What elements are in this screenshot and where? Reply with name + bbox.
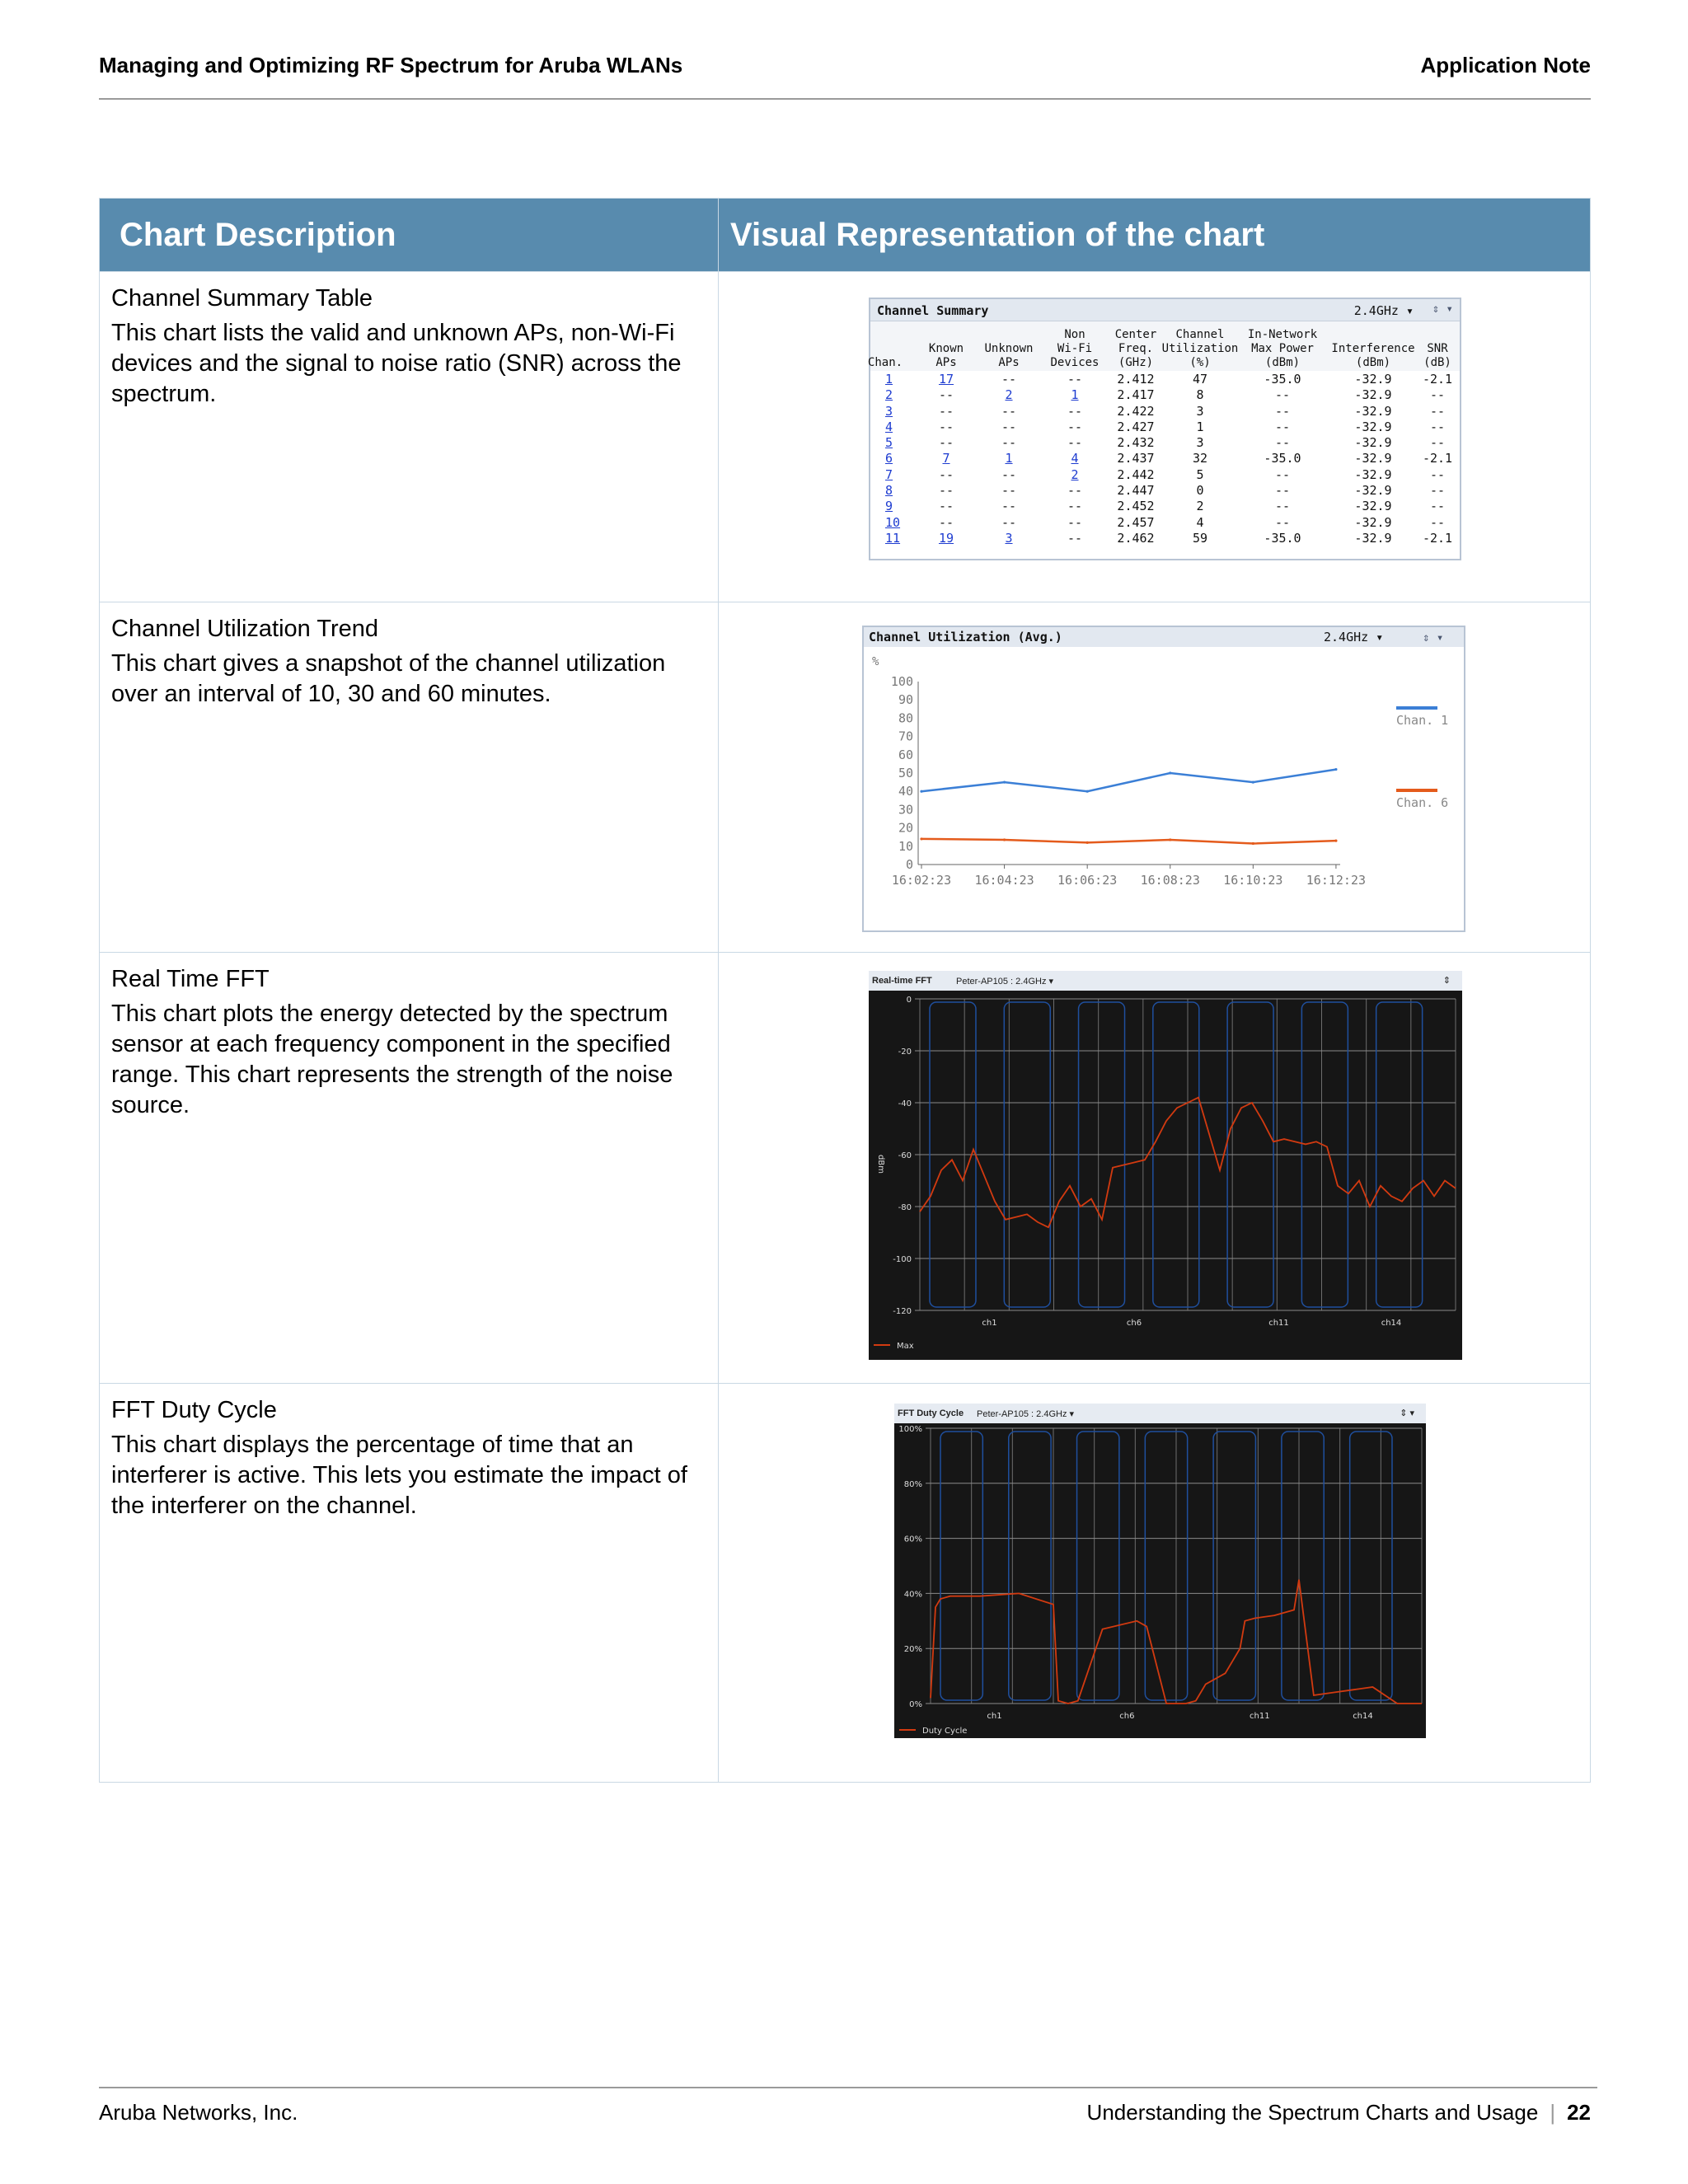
y-tick-label: 60 xyxy=(898,747,913,762)
summary-cell-link[interactable]: 1 xyxy=(1005,451,1013,466)
running-header-title: Managing and Optimizing RF Spectrum for Aruba WLANs xyxy=(99,53,683,77)
footer-company: Aruba Networks, Inc. xyxy=(99,2100,298,2125)
summary-cell: 4 xyxy=(1196,514,1204,530)
summary-cell: 2.432 xyxy=(1117,435,1155,451)
legend-label: Chan. 6 xyxy=(1396,795,1449,810)
x-tick-label: ch14 xyxy=(1353,1712,1373,1721)
row-text: This chart displays the percentage of time that an interferer is active. This lets you estimate the impact of the interferer on the channel. xyxy=(111,1432,687,1519)
summary-row xyxy=(870,403,1460,419)
summary-cell: -- xyxy=(1067,499,1083,514)
summary-cell: 0 xyxy=(1196,483,1204,499)
summary-cell: -- xyxy=(1429,499,1446,514)
summary-cell: 2.457 xyxy=(1117,514,1155,530)
summary-cell: -32.9 xyxy=(1354,466,1392,482)
data-point xyxy=(1334,768,1337,771)
channel-outline xyxy=(1350,1432,1392,1700)
summary-cell: 2.462 xyxy=(1117,530,1155,546)
channel-outline xyxy=(1077,1432,1119,1700)
summary-cell-link[interactable]: 11 xyxy=(885,530,901,546)
row-title: FFT Duty Cycle xyxy=(111,1397,277,1423)
summary-rows xyxy=(870,371,1460,546)
summary-cell: -- xyxy=(1001,372,1017,387)
summary-row xyxy=(870,419,1460,434)
data-point xyxy=(1169,771,1171,774)
header-divider xyxy=(99,98,1591,100)
summary-row xyxy=(870,482,1460,498)
summary-cell: -- xyxy=(1067,483,1083,499)
summary-cell: 59 xyxy=(1192,530,1208,546)
summary-cell: -- xyxy=(1429,435,1446,451)
summary-cell-link[interactable]: 2 xyxy=(885,387,893,403)
summary-cell: -- xyxy=(1274,483,1291,499)
panel-title: Real-time FFT xyxy=(872,976,932,986)
summary-row xyxy=(870,450,1460,466)
summary-cell-link[interactable]: 4 xyxy=(1071,451,1079,466)
footer-divider xyxy=(99,2087,1597,2088)
summary-cell: 2 xyxy=(1196,499,1204,514)
summary-cell: -32.9 xyxy=(1354,419,1392,434)
summary-cell: -- xyxy=(1429,419,1446,434)
page-number: 22 xyxy=(1567,2100,1591,2125)
summary-cell-link[interactable]: 17 xyxy=(938,372,954,387)
summary-cell: -- xyxy=(1274,403,1291,419)
summary-cell: 5 xyxy=(1196,466,1204,482)
panel-menu-icon[interactable]: ⇕ ▾ xyxy=(1400,1408,1414,1418)
summary-cell: -- xyxy=(1067,435,1083,451)
x-tick-label: ch6 xyxy=(1126,1319,1142,1328)
data-point xyxy=(1252,842,1254,845)
summary-cell: -- xyxy=(938,514,954,530)
summary-cell: 2.422 xyxy=(1117,403,1155,419)
row-text: This chart lists the valid and unknown APs, non-Wi-Fi devices and the signal to noise ratio (SNR) across the spectrum. xyxy=(111,320,682,407)
summary-cell: -- xyxy=(1274,514,1291,530)
summary-cell: -- xyxy=(1429,466,1446,482)
summary-col-header: Known APs xyxy=(928,342,964,369)
summary-cell-link[interactable]: 6 xyxy=(885,451,893,466)
data-point xyxy=(1003,838,1006,841)
channel-summary-panel xyxy=(869,298,1461,560)
y-axis-unit: % xyxy=(872,655,879,668)
channel-outline xyxy=(940,1432,982,1700)
channel-outline xyxy=(1282,1432,1324,1700)
x-tick-label: ch11 xyxy=(1250,1712,1270,1721)
summary-cell: -35.0 xyxy=(1264,530,1301,546)
summary-row xyxy=(870,466,1460,482)
running-header-doctype: Application Note xyxy=(1420,53,1591,77)
summary-cell: -- xyxy=(1001,483,1017,499)
summary-cell: -- xyxy=(1001,419,1017,434)
duty-cycle-chart xyxy=(894,1423,1426,1738)
channel-utilization-chart xyxy=(862,626,1465,932)
summary-cell: 3 xyxy=(1196,403,1204,419)
y-tick-label: 100 xyxy=(890,674,913,689)
summary-cell: -- xyxy=(1429,483,1446,499)
source-select[interactable]: Peter-AP105 : 2.4GHz ▾ xyxy=(956,977,1054,987)
x-tick-label: ch6 xyxy=(1119,1712,1135,1721)
x-tick-label: ch14 xyxy=(1381,1319,1402,1328)
data-point xyxy=(920,790,922,793)
summary-cell: 2.442 xyxy=(1117,466,1155,482)
panel-menu-icon[interactable]: ⇕ ▾ xyxy=(1432,302,1453,316)
y-tick-label: 0% xyxy=(909,1700,922,1709)
row-visual-utilization xyxy=(719,602,1591,953)
summary-cell: 2.437 xyxy=(1117,451,1155,466)
row-title: Real Time FFT xyxy=(111,966,270,992)
row-text: This chart plots the energy detected by the spectrum sensor at each frequency component in the specified range. This chart represents the strength of the noise source. xyxy=(111,1001,673,1118)
y-tick-label: 0 xyxy=(905,857,913,872)
summary-cell-link[interactable]: 2 xyxy=(1005,387,1013,403)
row-visual-channel-summary xyxy=(719,272,1591,602)
summary-col-header: Non Wi-Fi Devices xyxy=(1050,328,1100,369)
summary-cell: 2.427 xyxy=(1117,419,1155,434)
band-select[interactable]: 2.4GHz ▾ xyxy=(1353,303,1414,318)
summary-cell: -2.1 xyxy=(1422,451,1453,466)
duty-cycle-panel xyxy=(894,1404,1426,1738)
summary-cell: -- xyxy=(938,466,954,482)
y-tick-label: 10 xyxy=(898,838,913,854)
summary-cell-link[interactable]: 7 xyxy=(885,466,893,482)
summary-cell: 2.452 xyxy=(1117,499,1155,514)
y-tick-label: -40 xyxy=(898,1099,912,1108)
y-tick-label: 60% xyxy=(903,1535,922,1544)
summary-cell-link[interactable]: 1 xyxy=(1071,387,1079,403)
summary-cell: -32.9 xyxy=(1354,435,1392,451)
realtime-fft-panel xyxy=(869,971,1462,1360)
summary-cell: -- xyxy=(938,483,954,499)
summary-cell: -- xyxy=(1429,387,1446,403)
channel-outline xyxy=(1213,1432,1255,1700)
data-point xyxy=(1252,781,1254,784)
data-point xyxy=(1169,838,1171,841)
y-tick-label: -80 xyxy=(898,1203,912,1212)
summary-cell-link[interactable]: 3 xyxy=(885,403,893,419)
summary-cell: -- xyxy=(938,419,954,434)
summary-cell: 1 xyxy=(1196,419,1204,434)
legend-label: Chan. 1 xyxy=(1396,713,1449,728)
summary-cell: -32.9 xyxy=(1354,483,1392,499)
summary-cell: -32.9 xyxy=(1354,514,1392,530)
summary-cell: -35.0 xyxy=(1264,451,1301,466)
summary-cell: -32.9 xyxy=(1354,499,1392,514)
summary-cell: -- xyxy=(938,435,954,451)
summary-cell: 2.417 xyxy=(1117,387,1155,403)
chart-description-table xyxy=(99,198,1591,1783)
legend-label: Duty Cycle xyxy=(922,1727,968,1736)
summary-cell-link[interactable]: 10 xyxy=(885,514,901,530)
x-tick-label: 16:04:23 xyxy=(974,873,1034,888)
summary-row xyxy=(870,530,1460,546)
summary-cell: -- xyxy=(1067,372,1083,387)
summary-row xyxy=(870,514,1460,530)
summary-cell: -- xyxy=(1274,435,1291,451)
y-tick-label: -20 xyxy=(898,1047,912,1057)
summary-cell: -- xyxy=(1001,466,1017,482)
y-tick-label: 100% xyxy=(898,1425,922,1434)
summary-cell: -- xyxy=(1274,466,1291,482)
summary-cell: -32.9 xyxy=(1354,372,1392,387)
summary-cell: 2.447 xyxy=(1117,483,1155,499)
panel-titlebar xyxy=(869,971,1462,991)
band-select: 2.4GHz ▾ xyxy=(1324,630,1384,644)
summary-col-header: Channel Utilization (%) xyxy=(1161,328,1239,369)
summary-cell: -- xyxy=(1001,435,1017,451)
row-title: Channel Utilization Trend xyxy=(111,616,379,642)
x-tick-label: 16:10:23 xyxy=(1223,873,1283,888)
legend-label: Max xyxy=(897,1342,914,1351)
summary-cell: 8 xyxy=(1196,387,1204,403)
data-point xyxy=(1334,840,1337,842)
summary-cell: -- xyxy=(1274,499,1291,514)
y-tick-label: 0 xyxy=(906,996,912,1005)
summary-col-header: SNR (dB) xyxy=(1423,342,1451,369)
y-tick-label: 20% xyxy=(903,1645,922,1655)
y-axis-label: dBm xyxy=(876,1155,885,1174)
summary-cell: -- xyxy=(1429,403,1446,419)
summary-cell: -- xyxy=(1001,514,1017,530)
row-visual-duty-cycle xyxy=(719,1384,1591,1783)
summary-row xyxy=(870,434,1460,450)
summary-cell: -- xyxy=(938,499,954,514)
x-tick-label: ch11 xyxy=(1268,1319,1289,1328)
y-tick-label: 90 xyxy=(898,692,913,708)
summary-col-header: In-Network Max Power (dBm) xyxy=(1247,328,1318,369)
summary-cell: -- xyxy=(1274,387,1291,403)
summary-col-header: Interference (dBm) xyxy=(1331,342,1415,369)
summary-cell: 47 xyxy=(1192,372,1208,387)
x-tick-label: 16:12:23 xyxy=(1306,873,1367,888)
summary-cell: -- xyxy=(1067,403,1083,419)
data-point xyxy=(920,837,922,840)
row-title: Channel Summary Table xyxy=(111,285,373,312)
summary-row xyxy=(870,371,1460,387)
summary-cell: 32 xyxy=(1192,451,1208,466)
y-tick-label: 70 xyxy=(898,729,913,744)
summary-cell-link[interactable]: 4 xyxy=(885,419,893,434)
source-select[interactable]: Peter-AP105 : 2.4GHz ▾ xyxy=(977,1409,1075,1419)
row-text: This chart gives a snapshot of the channel utilization over an interval of 10, 30 and 60 minutes. xyxy=(111,650,666,707)
summary-cell: -35.0 xyxy=(1264,372,1301,387)
y-tick-label: 50 xyxy=(898,766,913,780)
panel-titlebar xyxy=(870,299,1460,321)
y-tick-label: -60 xyxy=(898,1151,912,1160)
summary-cell-link[interactable]: 3 xyxy=(1005,530,1013,546)
summary-cell: -- xyxy=(1429,514,1446,530)
summary-cell-link[interactable]: 5 xyxy=(885,435,893,451)
x-tick-label: ch1 xyxy=(987,1712,1002,1721)
x-tick-label: 16:02:23 xyxy=(891,873,952,888)
panel-title: FFT Duty Cycle xyxy=(898,1408,964,1418)
summary-cell: -32.9 xyxy=(1354,403,1392,419)
summary-cell: -32.9 xyxy=(1354,387,1392,403)
summary-cell: -2.1 xyxy=(1422,372,1453,387)
channel-outline xyxy=(1009,1432,1051,1700)
panel-menu-icon: ⇕ ▾ xyxy=(1423,631,1444,644)
y-tick-label: -100 xyxy=(893,1255,912,1264)
summary-cell-link[interactable]: 7 xyxy=(942,451,950,466)
column-header-description: Chart Description xyxy=(100,199,719,272)
summary-cell-link[interactable]: 19 xyxy=(938,530,954,546)
panel-title: Channel Summary xyxy=(877,303,989,318)
summary-cell-link[interactable]: 9 xyxy=(885,499,893,514)
row-description-duty-cycle xyxy=(100,1384,719,1783)
summary-row xyxy=(870,387,1460,402)
summary-cell: -- xyxy=(1001,499,1017,514)
summary-col-header: Unknown APs xyxy=(984,342,1034,369)
footer-section-title: Understanding the Spectrum Charts and Usage xyxy=(1086,2100,1539,2125)
row-description-fft xyxy=(100,953,719,1384)
x-tick-label: 16:08:23 xyxy=(1140,873,1200,888)
data-point xyxy=(1086,790,1089,793)
y-tick-label: 40% xyxy=(903,1590,922,1600)
y-tick-label: 80% xyxy=(903,1479,922,1489)
summary-cell: 2.412 xyxy=(1117,372,1155,387)
summary-cell: -- xyxy=(938,387,954,403)
summary-cell: -- xyxy=(1067,514,1083,530)
summary-cell: -- xyxy=(1067,530,1083,546)
summary-cell-link[interactable]: 1 xyxy=(885,372,893,387)
y-tick-label: 20 xyxy=(898,820,913,836)
footer-section xyxy=(1087,2100,1591,2125)
summary-cell: -- xyxy=(1274,419,1291,434)
summary-cell: -- xyxy=(1067,419,1083,434)
data-point xyxy=(1003,781,1006,784)
summary-cell: -- xyxy=(938,403,954,419)
data-point xyxy=(1086,841,1089,844)
summary-col-header: Center Freq. (GHz) xyxy=(1114,328,1157,369)
x-tick-label: ch1 xyxy=(982,1319,997,1328)
panel-titlebar xyxy=(894,1404,1426,1423)
column-header-visual: Visual Representation of the chart xyxy=(719,199,1591,272)
summary-column-headers xyxy=(867,321,1460,371)
y-tick-label: 30 xyxy=(898,802,913,818)
y-tick-label: -120 xyxy=(893,1307,912,1316)
x-tick-label: 16:06:23 xyxy=(1057,873,1118,888)
chart-title: Channel Utilization (Avg.) xyxy=(869,630,1062,644)
summary-cell: -- xyxy=(1001,403,1017,419)
summary-cell: -2.1 xyxy=(1422,530,1453,546)
panel-menu-icon[interactable]: ⇕ xyxy=(1442,976,1451,986)
realtime-fft-chart xyxy=(869,991,1462,1360)
y-tick-label: 80 xyxy=(898,710,913,726)
summary-cell-link[interactable]: 2 xyxy=(1071,466,1079,482)
row-visual-fft xyxy=(719,953,1591,1384)
footer-separator: | xyxy=(1550,2100,1556,2125)
summary-cell: -32.9 xyxy=(1354,451,1392,466)
summary-row xyxy=(870,498,1460,513)
row-description-utilization xyxy=(100,602,719,953)
summary-col-header: Chan. xyxy=(867,356,903,369)
row-description-channel-summary xyxy=(100,272,719,602)
y-tick-label: 40 xyxy=(898,784,913,799)
summary-cell: -32.9 xyxy=(1354,530,1392,546)
summary-cell: 3 xyxy=(1196,435,1204,451)
channel-outline xyxy=(1145,1432,1187,1700)
summary-cell-link[interactable]: 8 xyxy=(885,483,893,499)
